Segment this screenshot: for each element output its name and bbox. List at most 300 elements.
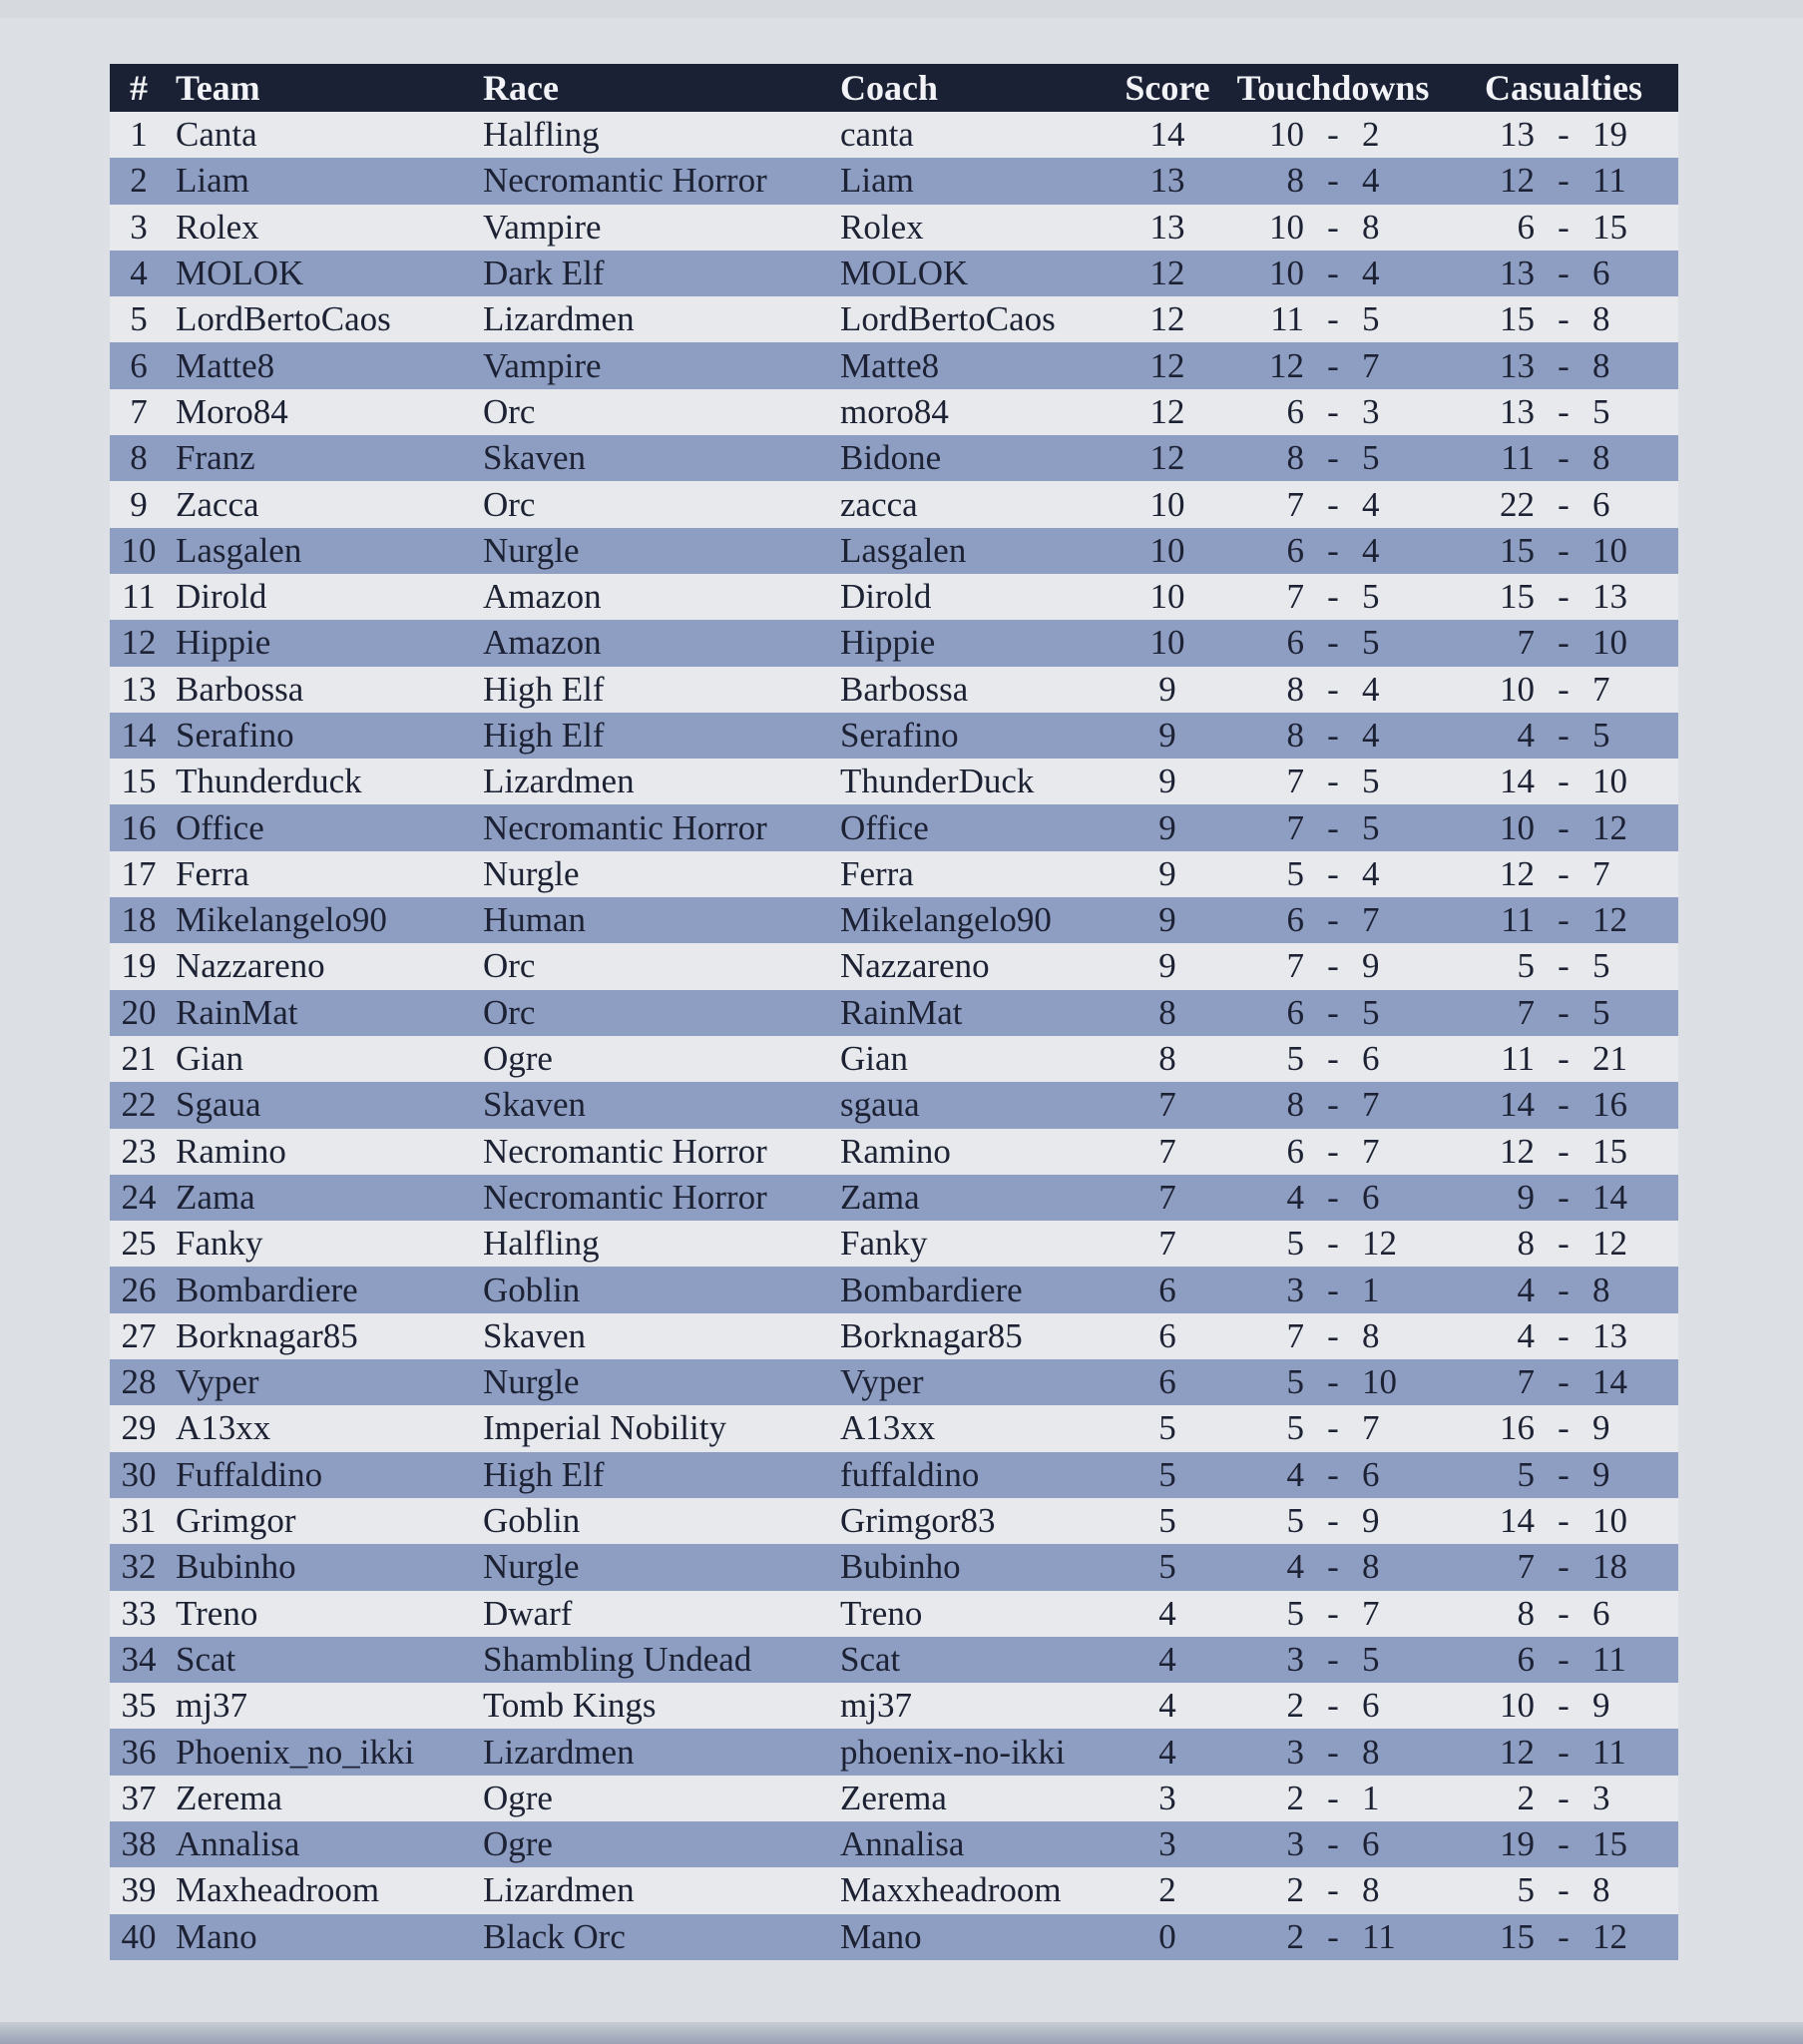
dash-separator: - xyxy=(1327,1408,1339,1448)
cell-casualties xyxy=(1449,759,1678,804)
cell-touchdowns xyxy=(1217,1729,1449,1775)
casualties-for: 15 xyxy=(1500,530,1535,570)
cell-touchdowns xyxy=(1217,1359,1449,1405)
table-row[interactable] xyxy=(110,1267,1678,1312)
cell-score: 7 xyxy=(1118,1129,1217,1175)
dash-separator: - xyxy=(1558,115,1570,155)
casualties-for: 13 xyxy=(1500,391,1535,431)
casualties-against: 3 xyxy=(1592,1778,1610,1817)
table-row[interactable] xyxy=(110,1313,1678,1359)
cell-touchdowns xyxy=(1217,1452,1449,1498)
casualties-for: 15 xyxy=(1500,299,1535,339)
touchdowns-for: 2 xyxy=(1286,1686,1304,1726)
cell-race: High Elf xyxy=(475,667,832,713)
touchdowns-against: 4 xyxy=(1362,254,1380,293)
dash-separator: - xyxy=(1327,1547,1339,1587)
cell-pos: 36 xyxy=(110,1729,168,1775)
cell-touchdowns xyxy=(1217,1036,1449,1082)
cell-casualties xyxy=(1449,1036,1678,1082)
casualties-for: 8 xyxy=(1517,1224,1535,1264)
casualties-for: 15 xyxy=(1500,1916,1535,1956)
casualties-against: 6 xyxy=(1592,254,1610,293)
cell-coach: MOLOK xyxy=(832,251,1118,296)
cell-team: Fanky xyxy=(168,1221,475,1267)
cell-coach: A13xx xyxy=(832,1405,1118,1451)
casualties-against: 6 xyxy=(1592,484,1610,524)
col-header-race[interactable]: Race xyxy=(475,64,832,112)
cell-race: Dwarf xyxy=(475,1591,832,1637)
cell-coach: Ramino xyxy=(832,1129,1118,1175)
cell-team: mj37 xyxy=(168,1683,475,1729)
table-row[interactable] xyxy=(110,1129,1678,1175)
touchdowns-for: 8 xyxy=(1286,438,1304,478)
dash-separator: - xyxy=(1327,853,1339,893)
cell-score: 2 xyxy=(1118,1867,1217,1913)
dash-separator: - xyxy=(1327,1916,1339,1956)
col-header-coach[interactable]: Coach xyxy=(832,64,1118,112)
casualties-against: 13 xyxy=(1592,1315,1627,1355)
cell-touchdowns xyxy=(1217,897,1449,943)
cell-race: Tomb Kings xyxy=(475,1683,832,1729)
cell-pos: 35 xyxy=(110,1683,168,1729)
cell-touchdowns xyxy=(1217,1175,1449,1221)
touchdowns-for: 4 xyxy=(1286,1454,1304,1494)
table-row[interactable] xyxy=(110,1405,1678,1451)
cell-race: High Elf xyxy=(475,713,832,759)
dash-separator: - xyxy=(1327,254,1339,293)
casualties-for: 16 xyxy=(1500,1408,1535,1448)
cell-race: Ogre xyxy=(475,1821,832,1867)
table-row[interactable] xyxy=(110,1498,1678,1544)
cell-team: Mikelangelo90 xyxy=(168,897,475,943)
table-row[interactable] xyxy=(110,897,1678,943)
table-row[interactable] xyxy=(110,1821,1678,1867)
touchdowns-for: 8 xyxy=(1286,716,1304,755)
casualties-against: 11 xyxy=(1592,1732,1626,1772)
cell-coach: Annalisa xyxy=(832,1821,1118,1867)
dash-separator: - xyxy=(1327,1870,1339,1910)
casualties-against: 12 xyxy=(1592,807,1627,847)
dash-separator: - xyxy=(1558,1177,1570,1217)
table-row[interactable] xyxy=(110,435,1678,481)
dash-separator: - xyxy=(1558,669,1570,709)
cell-score: 7 xyxy=(1118,1175,1217,1221)
dash-separator: - xyxy=(1558,992,1570,1032)
dash-separator: - xyxy=(1558,1686,1570,1726)
casualties-for: 13 xyxy=(1500,345,1535,385)
table-row[interactable] xyxy=(110,528,1678,574)
cell-race: Imperial Nobility xyxy=(475,1405,832,1451)
casualties-for: 5 xyxy=(1517,1870,1535,1910)
table-row[interactable] xyxy=(110,1221,1678,1267)
cell-coach: Zerema xyxy=(832,1776,1118,1821)
cell-score: 4 xyxy=(1118,1683,1217,1729)
cell-coach: Rolex xyxy=(832,205,1118,251)
table-row[interactable] xyxy=(110,667,1678,713)
table-row[interactable] xyxy=(110,1683,1678,1729)
cell-pos: 25 xyxy=(110,1221,168,1267)
cell-coach: RainMat xyxy=(832,990,1118,1036)
table-row[interactable] xyxy=(110,1082,1678,1128)
cell-score: 9 xyxy=(1118,851,1217,897)
table-row[interactable] xyxy=(110,389,1678,435)
cell-coach: sgaua xyxy=(832,1082,1118,1128)
casualties-for: 19 xyxy=(1500,1824,1535,1864)
cell-team: Rolex xyxy=(168,205,475,251)
cell-race: Dark Elf xyxy=(475,251,832,296)
casualties-for: 7 xyxy=(1517,992,1535,1032)
dash-separator: - xyxy=(1558,1593,1570,1633)
cell-score: 6 xyxy=(1118,1359,1217,1405)
dash-separator: - xyxy=(1558,900,1570,940)
cell-touchdowns xyxy=(1217,528,1449,574)
casualties-against: 10 xyxy=(1592,762,1627,801)
cell-coach: Zama xyxy=(832,1175,1118,1221)
cell-race: Skaven xyxy=(475,1082,832,1128)
cell-team: Ramino xyxy=(168,1129,475,1175)
touchdowns-against: 9 xyxy=(1362,1501,1380,1541)
touchdowns-against: 10 xyxy=(1362,1362,1397,1402)
cell-touchdowns xyxy=(1217,1129,1449,1175)
touchdowns-for: 2 xyxy=(1286,1916,1304,1956)
casualties-against: 13 xyxy=(1592,577,1627,617)
cell-casualties xyxy=(1449,528,1678,574)
cell-score: 4 xyxy=(1118,1729,1217,1775)
cell-race: Goblin xyxy=(475,1267,832,1312)
table-row[interactable] xyxy=(110,1914,1678,1960)
casualties-against: 5 xyxy=(1592,716,1610,755)
cell-race: Black Orc xyxy=(475,1914,832,1960)
casualties-against: 12 xyxy=(1592,1916,1627,1956)
cell-team: Phoenix_no_ikki xyxy=(168,1729,475,1775)
cell-race: Skaven xyxy=(475,435,832,481)
touchdowns-for: 5 xyxy=(1286,1224,1304,1264)
dash-separator: - xyxy=(1558,391,1570,431)
casualties-for: 12 xyxy=(1500,1732,1535,1772)
touchdowns-against: 12 xyxy=(1362,1224,1397,1264)
cell-team: Serafino xyxy=(168,713,475,759)
casualties-against: 8 xyxy=(1592,345,1610,385)
cell-pos: 6 xyxy=(110,342,168,388)
cell-pos: 37 xyxy=(110,1776,168,1821)
table-row[interactable] xyxy=(110,1776,1678,1821)
casualties-against: 10 xyxy=(1592,530,1627,570)
cell-pos: 16 xyxy=(110,804,168,850)
cell-pos: 33 xyxy=(110,1591,168,1637)
dash-separator: - xyxy=(1558,1454,1570,1494)
table-row[interactable] xyxy=(110,574,1678,620)
cell-touchdowns xyxy=(1217,1082,1449,1128)
casualties-for: 7 xyxy=(1517,623,1535,663)
cell-touchdowns xyxy=(1217,1914,1449,1960)
table-row[interactable] xyxy=(110,1452,1678,1498)
cell-race: Nurgle xyxy=(475,851,832,897)
touchdowns-against: 7 xyxy=(1362,1131,1380,1171)
casualties-for: 12 xyxy=(1500,1131,1535,1171)
touchdowns-against: 6 xyxy=(1362,1454,1380,1494)
cell-pos: 21 xyxy=(110,1036,168,1082)
cell-race: Vampire xyxy=(475,342,832,388)
touchdowns-for: 3 xyxy=(1286,1732,1304,1772)
table-row[interactable] xyxy=(110,713,1678,759)
cell-casualties xyxy=(1449,1498,1678,1544)
table-row[interactable] xyxy=(110,1591,1678,1637)
casualties-for: 11 xyxy=(1501,438,1535,478)
cell-casualties xyxy=(1449,667,1678,713)
dash-separator: - xyxy=(1558,1408,1570,1448)
cell-score: 6 xyxy=(1118,1267,1217,1312)
table-row[interactable] xyxy=(110,205,1678,251)
cell-casualties xyxy=(1449,1221,1678,1267)
cell-coach: Vyper xyxy=(832,1359,1118,1405)
cell-touchdowns xyxy=(1217,804,1449,850)
casualties-against: 11 xyxy=(1592,1639,1626,1679)
cell-team: Bubinho xyxy=(168,1544,475,1590)
cell-race: Lizardmen xyxy=(475,1867,832,1913)
dash-separator: - xyxy=(1327,1639,1339,1679)
col-header-casualties[interactable]: Casualties xyxy=(1449,64,1678,112)
cell-team: Franz xyxy=(168,435,475,481)
cell-coach: Maxxheadroom xyxy=(832,1867,1118,1913)
cell-pos: 22 xyxy=(110,1082,168,1128)
dash-separator: - xyxy=(1327,946,1339,986)
cell-touchdowns xyxy=(1217,667,1449,713)
touchdowns-for: 3 xyxy=(1286,1639,1304,1679)
cell-casualties xyxy=(1449,112,1678,158)
cell-pos: 19 xyxy=(110,943,168,989)
cell-race: Halfling xyxy=(475,1221,832,1267)
cell-casualties xyxy=(1449,1082,1678,1128)
cell-score: 12 xyxy=(1118,251,1217,296)
cell-pos: 14 xyxy=(110,713,168,759)
table-row[interactable] xyxy=(110,481,1678,527)
dash-separator: - xyxy=(1558,853,1570,893)
casualties-for: 10 xyxy=(1500,807,1535,847)
cell-casualties xyxy=(1449,1776,1678,1821)
dash-separator: - xyxy=(1558,1085,1570,1125)
cell-team: Nazzareno xyxy=(168,943,475,989)
casualties-for: 2 xyxy=(1517,1778,1535,1817)
table-row[interactable] xyxy=(110,342,1678,388)
cell-touchdowns xyxy=(1217,296,1449,342)
touchdowns-against: 6 xyxy=(1362,1824,1380,1864)
cell-pos: 13 xyxy=(110,667,168,713)
cell-pos: 4 xyxy=(110,251,168,296)
table-row[interactable] xyxy=(110,990,1678,1036)
cell-casualties xyxy=(1449,620,1678,666)
cell-race: Orc xyxy=(475,943,832,989)
table-row[interactable] xyxy=(110,296,1678,342)
casualties-for: 14 xyxy=(1500,1501,1535,1541)
table-row[interactable] xyxy=(110,112,1678,158)
cell-score: 0 xyxy=(1118,1914,1217,1960)
cell-casualties xyxy=(1449,804,1678,850)
table-row[interactable] xyxy=(110,1359,1678,1405)
dash-separator: - xyxy=(1558,1224,1570,1264)
cell-touchdowns xyxy=(1217,112,1449,158)
cell-pos: 8 xyxy=(110,435,168,481)
touchdowns-against: 5 xyxy=(1362,762,1380,801)
cell-pos: 9 xyxy=(110,481,168,527)
cell-score: 9 xyxy=(1118,759,1217,804)
cell-pos: 31 xyxy=(110,1498,168,1544)
casualties-against: 18 xyxy=(1592,1547,1627,1587)
cell-race: Halfling xyxy=(475,112,832,158)
cell-casualties xyxy=(1449,574,1678,620)
casualties-against: 15 xyxy=(1592,1131,1627,1171)
cell-pos: 15 xyxy=(110,759,168,804)
cell-score: 10 xyxy=(1118,620,1217,666)
cell-pos: 23 xyxy=(110,1129,168,1175)
dash-separator: - xyxy=(1327,577,1339,617)
touchdowns-for: 12 xyxy=(1269,345,1304,385)
touchdowns-for: 5 xyxy=(1286,1362,1304,1402)
touchdowns-for: 5 xyxy=(1286,1593,1304,1633)
casualties-against: 10 xyxy=(1592,623,1627,663)
casualties-for: 7 xyxy=(1517,1547,1535,1587)
table-row[interactable] xyxy=(110,1729,1678,1775)
table-row[interactable] xyxy=(110,1867,1678,1913)
dash-separator: - xyxy=(1327,1732,1339,1772)
dash-separator: - xyxy=(1558,946,1570,986)
cell-touchdowns xyxy=(1217,620,1449,666)
dash-separator: - xyxy=(1327,807,1339,847)
cell-race: Necromantic Horror xyxy=(475,158,832,204)
cell-touchdowns xyxy=(1217,759,1449,804)
table-row[interactable] xyxy=(110,943,1678,989)
table-row[interactable] xyxy=(110,620,1678,666)
touchdowns-against: 4 xyxy=(1362,853,1380,893)
cell-score: 3 xyxy=(1118,1776,1217,1821)
cell-team: Borknagar85 xyxy=(168,1313,475,1359)
cell-score: 5 xyxy=(1118,1544,1217,1590)
casualties-against: 8 xyxy=(1592,299,1610,339)
cell-casualties xyxy=(1449,342,1678,388)
touchdowns-against: 7 xyxy=(1362,1085,1380,1125)
casualties-for: 4 xyxy=(1517,1270,1535,1309)
touchdowns-for: 7 xyxy=(1286,946,1304,986)
table-row[interactable] xyxy=(110,1637,1678,1683)
cell-score: 3 xyxy=(1118,1821,1217,1867)
cell-team: Scat xyxy=(168,1637,475,1683)
cell-coach: Serafino xyxy=(832,713,1118,759)
touchdowns-against: 4 xyxy=(1362,530,1380,570)
cell-casualties xyxy=(1449,1591,1678,1637)
casualties-for: 4 xyxy=(1517,716,1535,755)
cell-casualties xyxy=(1449,1267,1678,1312)
casualties-against: 14 xyxy=(1592,1362,1627,1402)
touchdowns-against: 6 xyxy=(1362,1686,1380,1726)
touchdowns-against: 3 xyxy=(1362,391,1380,431)
cell-coach: Gian xyxy=(832,1036,1118,1082)
cell-score: 12 xyxy=(1118,342,1217,388)
touchdowns-against: 5 xyxy=(1362,577,1380,617)
cell-casualties xyxy=(1449,1637,1678,1683)
touchdowns-for: 5 xyxy=(1286,1408,1304,1448)
casualties-for: 4 xyxy=(1517,1315,1535,1355)
cell-team: Zacca xyxy=(168,481,475,527)
touchdowns-for: 7 xyxy=(1286,577,1304,617)
touchdowns-for: 10 xyxy=(1269,207,1304,247)
cell-touchdowns xyxy=(1217,1821,1449,1867)
cell-race: Lizardmen xyxy=(475,296,832,342)
col-header-team[interactable]: Team xyxy=(168,64,475,112)
cell-coach: Bombardiere xyxy=(832,1267,1118,1312)
touchdowns-against: 7 xyxy=(1362,345,1380,385)
cell-team: Moro84 xyxy=(168,389,475,435)
cell-touchdowns xyxy=(1217,851,1449,897)
table-row[interactable] xyxy=(110,1175,1678,1221)
cell-coach: Lasgalen xyxy=(832,528,1118,574)
cell-casualties xyxy=(1449,1683,1678,1729)
touchdowns-for: 6 xyxy=(1286,992,1304,1032)
casualties-against: 7 xyxy=(1592,853,1610,893)
col-header-touchdowns[interactable]: Touchdowns xyxy=(1217,64,1449,112)
cell-race: Orc xyxy=(475,481,832,527)
cell-race: Goblin xyxy=(475,1498,832,1544)
dash-separator: - xyxy=(1558,1824,1570,1864)
cell-touchdowns xyxy=(1217,481,1449,527)
dash-separator: - xyxy=(1558,1778,1570,1817)
casualties-for: 7 xyxy=(1517,1362,1535,1402)
cell-touchdowns xyxy=(1217,158,1449,204)
dash-separator: - xyxy=(1558,438,1570,478)
table-row[interactable] xyxy=(110,158,1678,204)
dash-separator: - xyxy=(1327,1593,1339,1633)
cell-pos: 40 xyxy=(110,1914,168,1960)
casualties-for: 13 xyxy=(1500,115,1535,155)
touchdowns-against: 5 xyxy=(1362,299,1380,339)
cell-touchdowns xyxy=(1217,1776,1449,1821)
casualties-against: 10 xyxy=(1592,1501,1627,1541)
col-header-pos[interactable]: # xyxy=(110,64,168,112)
cell-team: Maxheadroom xyxy=(168,1867,475,1913)
cell-score: 10 xyxy=(1118,574,1217,620)
cell-race: Necromantic Horror xyxy=(475,1129,832,1175)
casualties-against: 12 xyxy=(1592,1224,1627,1264)
touchdowns-against: 5 xyxy=(1362,807,1380,847)
casualties-for: 14 xyxy=(1500,1085,1535,1125)
casualties-for: 9 xyxy=(1517,1177,1535,1217)
dash-separator: - xyxy=(1558,762,1570,801)
touchdowns-for: 6 xyxy=(1286,623,1304,663)
cell-touchdowns xyxy=(1217,1267,1449,1312)
table-row[interactable] xyxy=(110,1036,1678,1082)
cell-race: Lizardmen xyxy=(475,1729,832,1775)
cell-team: RainMat xyxy=(168,990,475,1036)
dash-separator: - xyxy=(1558,1870,1570,1910)
table-row[interactable] xyxy=(110,804,1678,850)
cell-casualties xyxy=(1449,1914,1678,1960)
dash-separator: - xyxy=(1327,115,1339,155)
cell-pos: 28 xyxy=(110,1359,168,1405)
touchdowns-for: 4 xyxy=(1286,1547,1304,1587)
dash-separator: - xyxy=(1327,623,1339,663)
cell-coach: Borknagar85 xyxy=(832,1313,1118,1359)
cell-pos: 3 xyxy=(110,205,168,251)
table-row[interactable] xyxy=(110,759,1678,804)
col-header-score[interactable]: Score xyxy=(1118,64,1217,112)
table-row[interactable] xyxy=(110,1544,1678,1590)
table-row[interactable] xyxy=(110,851,1678,897)
cell-casualties xyxy=(1449,389,1678,435)
casualties-against: 9 xyxy=(1592,1454,1610,1494)
cell-score: 14 xyxy=(1118,112,1217,158)
cell-coach: Matte8 xyxy=(832,342,1118,388)
table-row[interactable] xyxy=(110,251,1678,296)
touchdowns-for: 6 xyxy=(1286,900,1304,940)
cell-pos: 26 xyxy=(110,1267,168,1312)
